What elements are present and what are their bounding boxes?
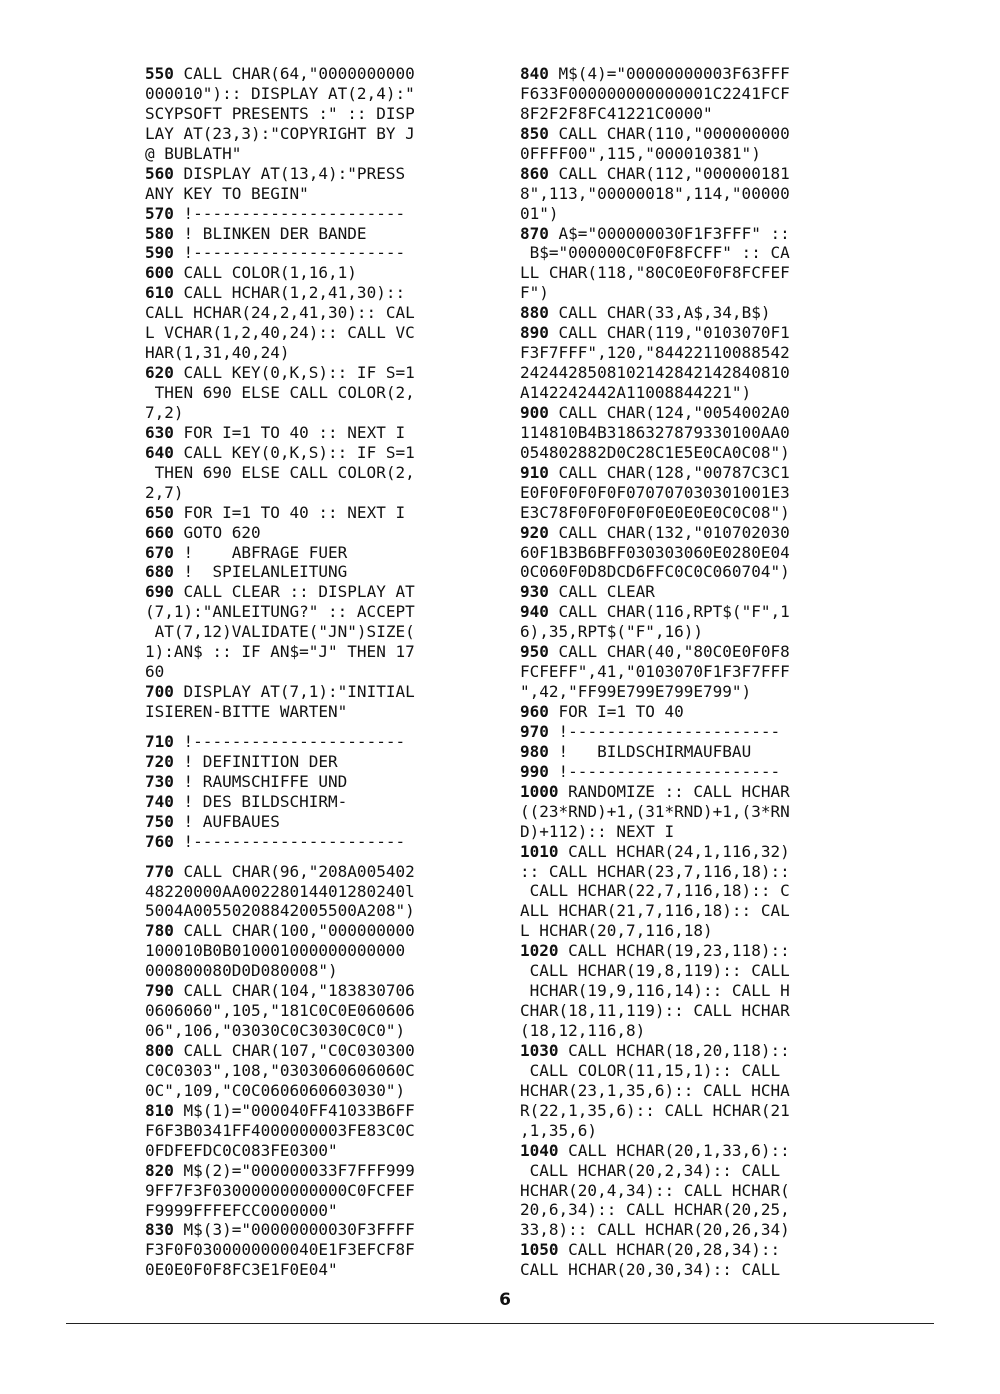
line-number: 720	[145, 751, 174, 771]
code-line	[145, 1081, 490, 1101]
code-line	[145, 682, 490, 702]
code-line	[145, 562, 490, 582]
code-text: DISPLAY AT(13,4):"PRESS	[173, 163, 406, 183]
code-text: 2,7)	[145, 482, 184, 502]
code-text: CALL CHAR(110,"000000000	[548, 123, 790, 143]
code-text: RANDOMIZE :: CALL HCHAR	[558, 781, 790, 801]
code-text: 01")	[520, 203, 559, 223]
code-line	[145, 503, 490, 523]
code-line	[520, 483, 865, 503]
code-text: ! BLINKEN DER BANDE	[173, 223, 367, 243]
code-line	[145, 303, 490, 323]
code-text: ! ABFRAGE FUER	[173, 542, 348, 562]
code-text: @ BUBLATH"	[145, 143, 242, 163]
code-text: CALL CHAR(33,A$,34,B$)	[548, 303, 771, 323]
line-number: 610	[145, 283, 174, 303]
code-line	[520, 742, 865, 762]
code-text: A$="000000030F1F3FFF" ::	[548, 223, 790, 243]
code-text: HCHAR(20,4,34):: CALL HCHAR(	[520, 1180, 790, 1200]
code-line	[145, 702, 490, 722]
line-number: 750	[145, 811, 174, 831]
code-line	[145, 463, 490, 483]
code-text: CALL CHAR(100,"000000000	[173, 921, 415, 941]
code-text: 60F1B3B6BFF030303060E0280E04	[520, 542, 790, 562]
code-text: CALL HCHAR(1,2,41,30)::	[173, 283, 406, 303]
code-text: FOR I=1 TO 40 :: NEXT I	[173, 422, 406, 442]
listing-column-left	[145, 64, 490, 1280]
code-line	[145, 283, 490, 303]
code-line	[520, 263, 865, 283]
code-line	[145, 1121, 490, 1141]
line-number: 1000	[520, 781, 559, 801]
code-line	[520, 363, 865, 383]
line-number: 630	[145, 422, 174, 442]
code-text: 6),35,RPT$("F",16))	[520, 622, 704, 642]
code-text: 8F2F2F8FC41221C0000"	[520, 103, 713, 123]
code-text: GOTO 620	[173, 522, 261, 542]
code-text: 1):AN$ :: IF AN$="J" THEN 17	[145, 642, 415, 662]
code-text: 0C060F0D8DCD6FFC0C0C060704")	[520, 562, 790, 582]
code-text: ,1,35,6)	[520, 1120, 598, 1140]
code-line	[520, 762, 865, 782]
code-text: LL CHAR(118,"80C0E0F0F8FCFEF	[520, 263, 790, 283]
code-text: ",42,"FF99E799E799E799")	[520, 682, 752, 702]
code-line	[520, 702, 865, 722]
code-text: CALL CHAR(128,"00787C3C1	[548, 462, 790, 482]
code-text: 8",113,"00000018",114,"00000	[520, 183, 790, 203]
code-line	[520, 204, 865, 224]
code-line	[145, 941, 490, 961]
code-text: 20,6,34):: CALL HCHAR(20,25,	[520, 1200, 790, 1220]
code-line	[145, 622, 490, 642]
code-line	[145, 64, 490, 84]
code-text: !----------------------	[173, 243, 406, 263]
code-text: C0C0303",108,"0303060606060C	[145, 1060, 415, 1080]
code-text: L VCHAR(1,2,40,24):: CALL VC	[145, 323, 415, 343]
code-text: F9999FFFEFCC0000000"	[145, 1200, 338, 1220]
code-line	[520, 1041, 865, 1061]
code-line	[145, 1021, 490, 1041]
code-line	[145, 144, 490, 164]
code-text: !----------------------	[548, 721, 781, 741]
code-line	[145, 1201, 490, 1221]
line-number: 970	[520, 721, 549, 741]
code-line	[145, 1141, 490, 1161]
code-line	[520, 822, 865, 842]
line-number: 1040	[520, 1140, 559, 1160]
code-text: 5004A00550208842005500A208")	[145, 901, 415, 921]
line-number: 660	[145, 522, 174, 542]
line-number: 1020	[520, 941, 559, 961]
code-line	[145, 752, 490, 772]
line-number: 670	[145, 542, 174, 562]
code-line	[520, 961, 865, 981]
code-text: CALL HCHAR(18,20,118)::	[558, 1040, 790, 1060]
code-text: THEN 690 ELSE CALL COLOR(2,	[145, 462, 415, 482]
footer-rule	[66, 1323, 934, 1324]
line-number: 620	[145, 363, 174, 383]
code-text: R(22,1,35,6):: CALL HCHAR(21	[520, 1100, 790, 1120]
code-line	[520, 1260, 865, 1280]
code-text: F")	[520, 283, 549, 303]
code-text: CALL CHAR(132,"010702030	[548, 522, 790, 542]
code-line	[145, 882, 490, 902]
line-number: 910	[520, 462, 549, 482]
line-number: 920	[520, 522, 549, 542]
code-line	[520, 1021, 865, 1041]
code-text: CALL HCHAR(22,7,116,18):: C	[520, 881, 790, 901]
code-line	[520, 1101, 865, 1121]
code-text: 2424428508102142842142840810	[520, 363, 790, 383]
code-text: ! RAUMSCHIFFE UND	[173, 771, 348, 791]
code-text: F6F3B0341FF4000000003FE83C0C	[145, 1120, 415, 1140]
code-line	[520, 343, 865, 363]
code-line	[520, 164, 865, 184]
code-line	[520, 283, 865, 303]
line-number: 960	[520, 702, 549, 721]
code-line	[145, 1061, 490, 1081]
code-line	[520, 64, 865, 84]
code-text: 000010"):: DISPLAY AT(2,4):"	[145, 83, 415, 103]
listing-column-right	[520, 64, 865, 1280]
code-line	[520, 144, 865, 164]
code-text: 0606060",105,"181C0C0E060606	[145, 1001, 415, 1021]
code-text: CALL HCHAR(19,8,119):: CALL	[520, 961, 790, 981]
code-line	[520, 1121, 865, 1141]
code-line	[520, 323, 865, 343]
line-number: 950	[520, 642, 549, 662]
code-text: CALL CHAR(64,"0000000000	[173, 64, 415, 83]
code-line	[145, 124, 490, 144]
code-line	[145, 1220, 490, 1240]
code-line	[520, 403, 865, 423]
code-text: FOR I=1 TO 40	[548, 702, 684, 721]
code-text: 7,2)	[145, 402, 184, 422]
code-line	[145, 204, 490, 224]
code-line	[520, 642, 865, 662]
line-number: 800	[145, 1041, 174, 1060]
code-line	[520, 1081, 865, 1101]
code-line	[520, 124, 865, 144]
code-text: F3F0F0300000000040E1F3EFCF8F	[145, 1240, 415, 1260]
code-text: ! DES BILDSCHIRM-	[173, 791, 348, 811]
code-line	[520, 562, 865, 582]
code-line	[145, 184, 490, 204]
code-line	[520, 842, 865, 862]
code-line	[145, 224, 490, 244]
code-line	[520, 523, 865, 543]
code-line	[520, 184, 865, 204]
code-line	[145, 383, 490, 403]
line-number: 980	[520, 741, 549, 761]
line-number: 580	[145, 223, 174, 243]
code-line	[145, 1161, 490, 1181]
code-line	[145, 323, 490, 343]
code-text: 0C",109,"C0C0606060603030")	[145, 1080, 406, 1100]
code-line	[520, 84, 865, 104]
code-text: ((23*RND)+1,(31*RND)+1,(3*RN	[520, 801, 790, 821]
code-line	[520, 1200, 865, 1220]
code-line	[145, 901, 490, 921]
code-line	[520, 503, 865, 523]
code-line	[520, 243, 865, 263]
code-line	[520, 722, 865, 742]
line-number: 870	[520, 223, 549, 243]
code-line	[145, 423, 490, 443]
code-line	[145, 1101, 490, 1121]
code-line	[145, 582, 490, 602]
code-text: CALL HCHAR(24,2,41,30):: CAL	[145, 303, 415, 323]
line-number: 690	[145, 582, 174, 602]
code-text: (18,12,116,8)	[520, 1021, 646, 1040]
code-text: ! DEFINITION DER	[173, 751, 338, 771]
code-line	[145, 812, 490, 832]
line-number: 650	[145, 502, 174, 522]
line-number: 940	[520, 602, 549, 622]
code-line	[145, 84, 490, 104]
code-text: CALL CHAR(40,"80C0E0F0F8	[548, 642, 790, 662]
code-text: !----------------------	[548, 761, 781, 781]
code-text: :: CALL HCHAR(23,7,116,18)::	[520, 861, 790, 881]
page-number: 6	[499, 1290, 511, 1310]
code-text: !----------------------	[173, 831, 406, 851]
line-number: 1010	[520, 841, 559, 861]
code-line	[520, 383, 865, 403]
code-line	[520, 901, 865, 921]
code-line	[520, 303, 865, 323]
code-text: CALL CHAR(116,RPT$("F",1	[548, 602, 790, 622]
code-line	[145, 792, 490, 812]
line-number: 830	[145, 1220, 174, 1240]
code-text: A142242442A11008844221")	[520, 383, 752, 402]
code-text: 000800080D0D080008")	[145, 961, 338, 981]
code-text: DISPLAY AT(7,1):"INITIAL	[173, 682, 415, 702]
code-text: CALL CHAR(107,"C0C030300	[173, 1041, 415, 1060]
code-text: ! BILDSCHIRMAUFBAU	[548, 741, 752, 761]
code-line	[520, 1001, 865, 1021]
code-line	[520, 423, 865, 443]
code-text: CALL HCHAR(20,2,34):: CALL	[520, 1160, 781, 1180]
code-line	[520, 622, 865, 642]
code-text: HCHAR(23,1,35,6):: CALL HCHA	[520, 1080, 790, 1100]
code-line	[520, 981, 865, 1001]
code-line	[520, 602, 865, 622]
code-line	[520, 1240, 865, 1260]
code-line	[520, 1220, 865, 1240]
code-text: M$(4)="00000000003F63FFF	[548, 64, 790, 83]
code-text: 054802882D0C28C1E5E0CA0C08")	[520, 442, 790, 462]
line-number: 840	[520, 64, 549, 83]
line-number: 590	[145, 243, 174, 263]
code-text: AT(7,12)VALIDATE("JN")SIZE(	[145, 622, 415, 642]
code-line	[520, 224, 865, 244]
code-text: CALL CHAR(96,"208A005402	[173, 861, 415, 881]
code-text: F633F000000000000001C2241FCF	[520, 83, 790, 103]
code-line	[145, 921, 490, 941]
line-number: 790	[145, 981, 174, 1001]
code-line	[145, 403, 490, 423]
code-text: 114810B4B3186327879330100AA0	[520, 422, 790, 442]
code-text: F3F7FFF",120,"84422110088542	[520, 343, 790, 363]
code-line	[145, 981, 490, 1001]
line-number: 550	[145, 64, 174, 83]
line-number: 640	[145, 442, 174, 462]
code-text: D)+112):: NEXT I	[520, 821, 675, 841]
line-number: 740	[145, 791, 174, 811]
code-text: CALL HCHAR(24,1,116,32)	[558, 841, 790, 861]
code-text: CALL CHAR(119,"0103070F1	[548, 323, 790, 343]
code-text: CALL COLOR(1,16,1)	[173, 263, 357, 283]
line-number: 810	[145, 1100, 174, 1120]
line-number: 860	[520, 163, 549, 183]
code-text: 06",106,"03030C0C3030C0C0")	[145, 1021, 406, 1041]
code-text: 0E0E0F0F8FC3E1F0E04"	[145, 1260, 338, 1280]
code-text: E0F0F0F0F0F070707030301001E3	[520, 482, 790, 502]
code-line	[145, 443, 490, 463]
code-text: ISIEREN-BITTE WARTEN"	[145, 702, 348, 721]
code-text: FOR I=1 TO 40 :: NEXT I	[173, 502, 406, 522]
code-text: SCYPSOFT PRESENTS :" :: DISP	[145, 103, 415, 123]
code-text: E3C78F0F0F0F0F0E0E0E0C0C08")	[520, 502, 790, 522]
line-number: 820	[145, 1160, 174, 1180]
code-text: 0FFFF00",115,"000010381")	[520, 143, 761, 163]
code-text: THEN 690 ELSE CALL COLOR(2,	[145, 383, 415, 402]
line-number: 560	[145, 163, 174, 183]
code-line	[145, 1041, 490, 1061]
line-number: 680	[145, 562, 174, 582]
code-text: L HCHAR(20,7,116,18)	[520, 921, 713, 941]
code-line	[145, 862, 490, 882]
code-line	[145, 243, 490, 263]
code-text: M$(3)="00000000030F3FFFF	[173, 1220, 415, 1240]
code-text: HAR(1,31,40,24)	[145, 343, 290, 363]
code-line	[145, 602, 490, 622]
code-text: !----------------------	[173, 203, 406, 223]
code-line	[145, 1240, 490, 1260]
code-line	[520, 802, 865, 822]
code-line	[520, 1141, 865, 1161]
code-text: ! AUFBAUES	[173, 811, 280, 831]
line-number: 1050	[520, 1240, 559, 1260]
code-line	[145, 1260, 490, 1280]
line-number: 850	[520, 123, 549, 143]
code-text: B$="000000C0F0F8FCFF" :: CA	[520, 243, 790, 263]
code-line	[520, 443, 865, 463]
code-text: M$(2)="000000033F7FFF999	[173, 1160, 415, 1180]
code-line	[145, 483, 490, 503]
code-text: CALL HCHAR(20,30,34):: CALL	[520, 1260, 781, 1280]
code-text: CHAR(18,11,119):: CALL HCHAR	[520, 1001, 790, 1021]
code-line	[520, 1181, 865, 1201]
code-text: 9FF7F3F03000000000000C0FCFEF	[145, 1180, 415, 1200]
line-gap	[145, 852, 490, 862]
code-line	[520, 862, 865, 882]
code-line	[520, 463, 865, 483]
line-number: 770	[145, 861, 174, 881]
code-line	[520, 662, 865, 682]
code-text: CALL HCHAR(19,23,118)::	[558, 941, 790, 961]
code-line	[145, 1181, 490, 1201]
line-number: 900	[520, 402, 549, 422]
code-text: CALL CLEAR	[548, 582, 655, 602]
code-line	[145, 1001, 490, 1021]
code-line	[145, 263, 490, 283]
code-text: CALL COLOR(11,15,1):: CALL	[520, 1060, 781, 1080]
code-line	[520, 921, 865, 941]
code-text: CALL CHAR(112,"000000181	[548, 163, 790, 183]
code-line	[145, 832, 490, 852]
code-text: 33,8):: CALL HCHAR(20,26,34)	[520, 1220, 790, 1240]
code-line	[145, 343, 490, 363]
code-line	[520, 582, 865, 602]
code-line	[520, 682, 865, 702]
code-line	[145, 363, 490, 383]
code-text: !----------------------	[173, 731, 406, 751]
code-line	[520, 543, 865, 563]
line-gap	[145, 722, 490, 732]
code-text: CALL KEY(0,K,S):: IF S=1	[173, 442, 415, 462]
line-number: 930	[520, 582, 549, 602]
code-text: ANY KEY TO BEGIN"	[145, 183, 309, 203]
code-line	[145, 642, 490, 662]
line-number: 890	[520, 323, 549, 343]
code-line	[520, 941, 865, 961]
line-number: 700	[145, 682, 174, 702]
code-line	[145, 104, 490, 124]
line-number: 710	[145, 731, 174, 751]
code-text: 60	[145, 662, 165, 682]
code-text: CALL HCHAR(20,28,34)::	[558, 1240, 781, 1260]
code-line	[520, 104, 865, 124]
code-text: (7,1):"ANLEITUNG?" :: ACCEPT	[145, 602, 415, 622]
line-number: 730	[145, 771, 174, 791]
code-text: LAY AT(23,3):"COPYRIGHT BY J	[145, 123, 415, 143]
code-line	[145, 732, 490, 752]
code-text: ! SPIELANLEITUNG	[173, 562, 348, 582]
line-number: 1030	[520, 1040, 559, 1060]
line-number: 780	[145, 921, 174, 941]
code-line	[520, 782, 865, 802]
code-line	[145, 961, 490, 981]
code-text: CALL CLEAR :: DISPLAY AT	[173, 582, 415, 602]
code-text: HCHAR(19,9,116,14):: CALL H	[520, 981, 790, 1001]
line-number: 760	[145, 831, 174, 851]
code-text: ALL HCHAR(21,7,116,18):: CAL	[520, 901, 790, 921]
code-line	[145, 662, 490, 682]
code-line	[520, 1061, 865, 1081]
line-number: 990	[520, 761, 549, 781]
line-number: 570	[145, 203, 174, 223]
code-text: 48220000AA00228014401280240l	[145, 881, 415, 901]
code-text: CALL KEY(0,K,S):: IF S=1	[173, 363, 415, 383]
code-text: M$(1)="000040FF41033B6FF	[173, 1100, 415, 1120]
code-line	[520, 1161, 865, 1181]
code-line	[145, 772, 490, 792]
code-line	[145, 523, 490, 543]
code-text: 100010B0B010001000000000000	[145, 941, 406, 961]
code-text: CALL CHAR(124,"0054002A0	[548, 402, 790, 422]
code-text: FCFEFF",41,"0103070F1F3F7FFF	[520, 662, 790, 682]
code-text: CALL CHAR(104,"183830706	[173, 981, 415, 1001]
code-line	[145, 164, 490, 184]
line-number: 880	[520, 303, 549, 323]
code-line	[520, 881, 865, 901]
code-line	[145, 543, 490, 563]
line-number: 600	[145, 263, 174, 283]
code-text: CALL HCHAR(20,1,33,6)::	[558, 1140, 790, 1160]
code-text: 0FDFEFDC0C083FE0300"	[145, 1140, 338, 1160]
